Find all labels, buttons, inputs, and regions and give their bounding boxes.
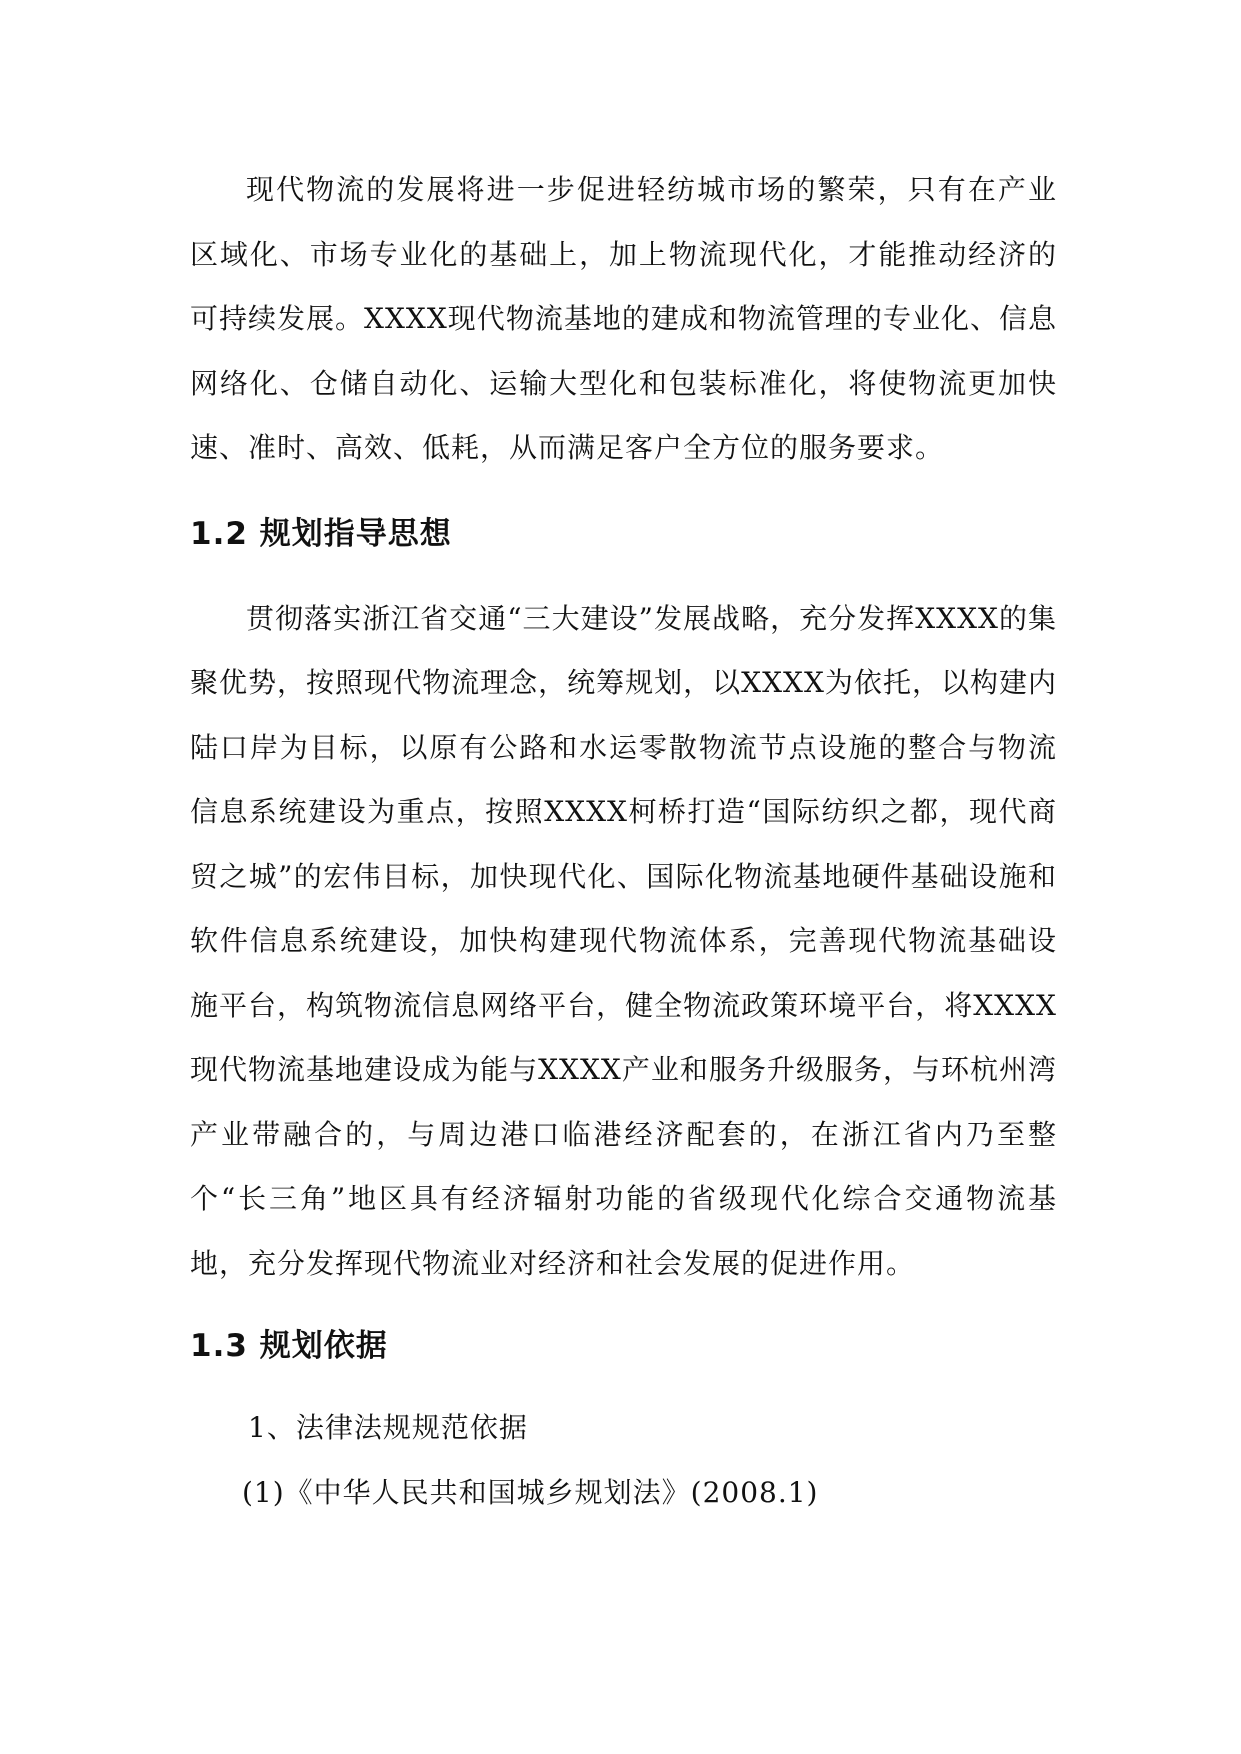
intro-paragraph: 现代物流的发展将进一步促进轻纺城市场的繁荣，只有在产业区域化、市场专业化的基础上，加上物流现代化，才能推动经济的可持续发展。XXXX现代物流基地的建成和物流管理的专业化、信息网络化、仓储自动化、运输大型化和包装标准化，将使物流更加快速、准时、高效、低耗，从而满足客户全方位的服务要求。 [190, 173, 1057, 464]
page-content [190, 158, 1057, 1525]
list-item-urban-rural-planning-law: (1)《中华人民共和国城乡规划法》(2008.1) [242, 1475, 819, 1509]
guiding-ideology-paragraph: 贯彻落实浙江省交通“三大建设”发展战略，充分发挥XXXX的集聚优势，按照现代物流理念，统筹规划，以XXXX为依托，以构建内陆口岸为目标，以原有公路和水运零散物流节点设施的整合与物流信息系统建设为重点，按照XXXX柯桥打造“国际纺织之都，现代商贸之城”的宏伟目标，加快现代化、国际化物流基地硬件基础设施和软件信息系统建设，加快构建现代物流体系，完善现代物流基础设施平台，构筑物流信息网络平台，健全物流政策环境平台，将XXXX现代物流基地建设成为能与XXXX产业和服务升级服务，与环杭州湾产业带融合的，与周边港口临港经济配套的，在浙江省内乃至整个“长三角”地区具有经济辐射功能的省级现代化综合交通物流基地，充分发挥现代物流业对经济和社会发展的促进作用。 [190, 601, 1057, 1280]
section-heading-1-3: 1.3 规划依据 [190, 1328, 388, 1364]
list-item-legal-basis: 1、法律法规规范依据 [248, 1411, 528, 1444]
section-heading-1-2: 1.2 规划指导思想 [190, 515, 452, 552]
